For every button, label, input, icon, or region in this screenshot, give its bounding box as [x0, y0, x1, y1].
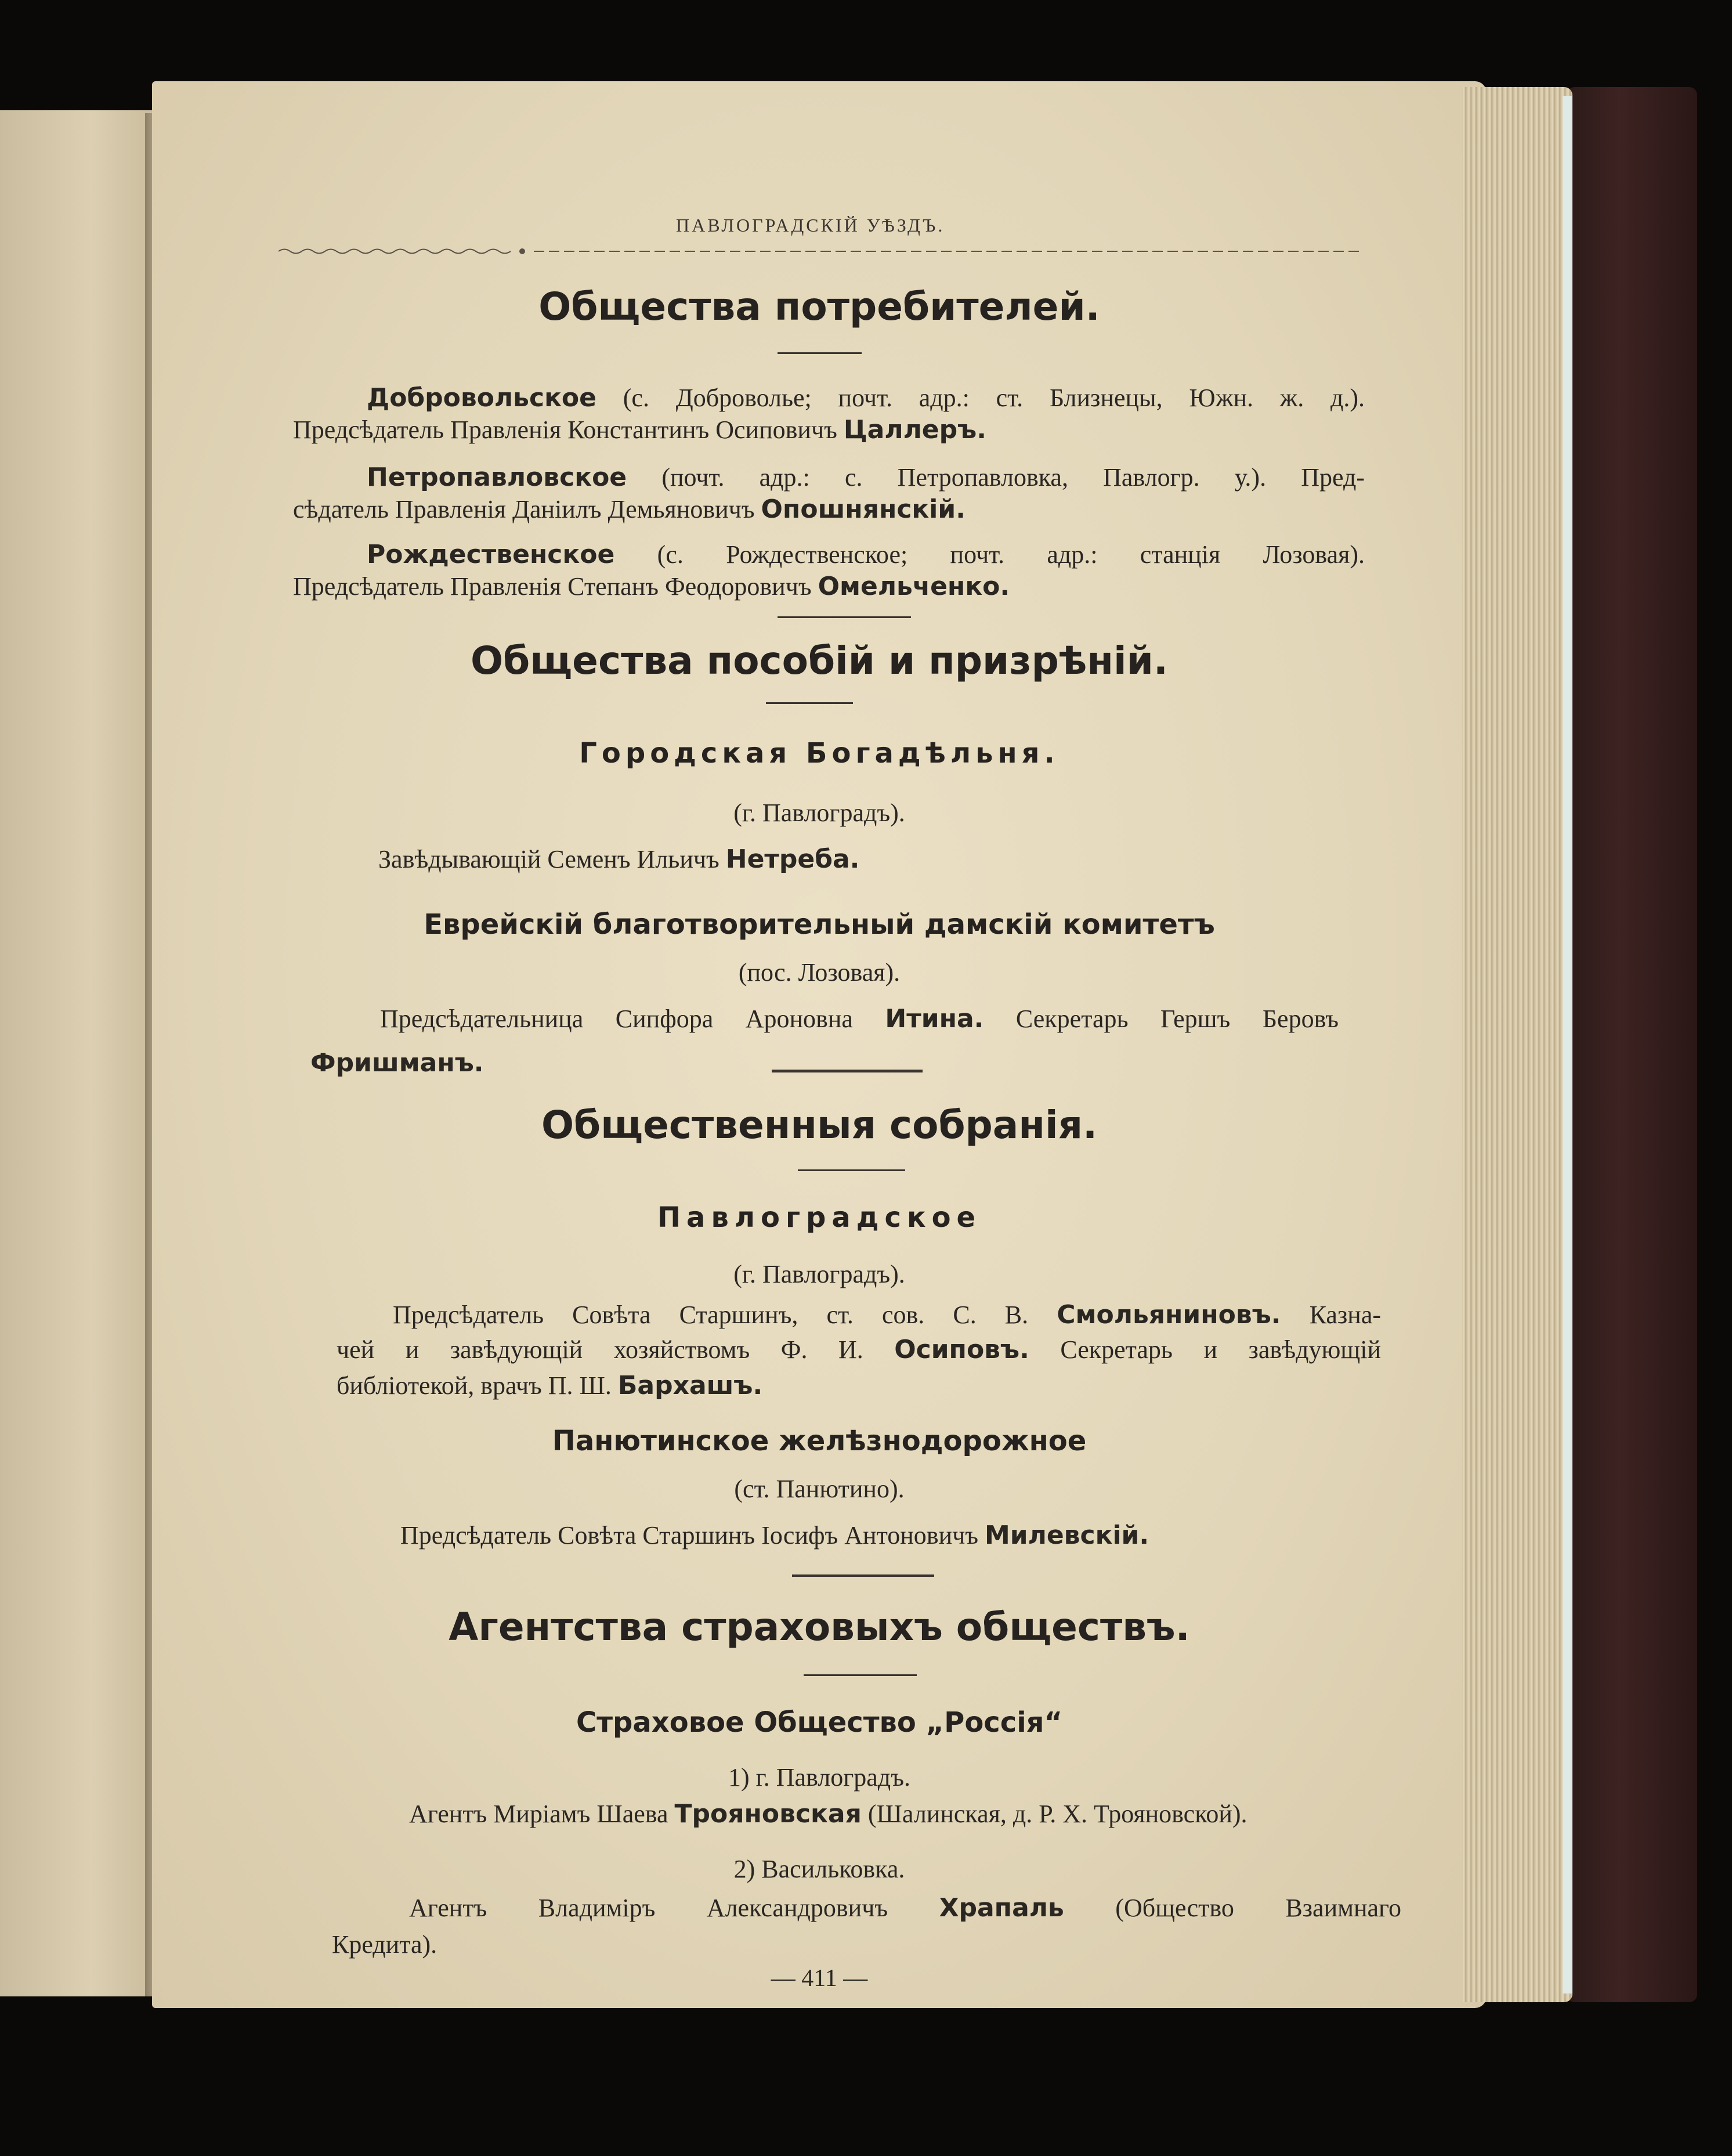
entry-line — [293, 572, 1010, 601]
entry-line — [378, 844, 859, 874]
entry-text: Предсѣдательница Сипфора Ароновна — [380, 1005, 853, 1033]
entry-line — [367, 540, 1365, 569]
subheading: Панютинское желѣзнодорожное — [552, 1425, 1087, 1457]
subheading: Городская Богадѣльня. — [579, 737, 1060, 770]
entry-text: (почт. адр.: с. Петропавловка, Павлогр. у.). Пред- — [661, 463, 1365, 492]
entry-text: Агентъ Миріамъ Шаева — [409, 1800, 668, 1828]
left-page — [0, 110, 152, 1996]
page-edge-ribbon — [1563, 96, 1572, 1994]
entry-text: Секретарь и завѣдующій — [1060, 1335, 1382, 1364]
page-number: — 411 — — [771, 1965, 868, 1992]
rule — [772, 1070, 923, 1072]
entry-line — [337, 1335, 1381, 1364]
entry-line — [400, 1521, 1149, 1550]
entry-text: (с. Добровольe; почт. адр.: ст. Близнецы, Южн. ж. д.). — [623, 384, 1365, 412]
person-name: Фришманъ. — [310, 1048, 484, 1078]
entry-text: Казна- — [1309, 1301, 1382, 1329]
running-head: ПАВЛОГРАДСКІЙ УѢЗДЪ. — [676, 215, 945, 236]
rule — [766, 702, 853, 704]
rule — [778, 616, 911, 618]
entry-text: чей и завѣдующій хозяйствомъ Ф. И. — [337, 1335, 863, 1364]
person-name: Нетреба. — [725, 844, 860, 874]
entry-name: Петропавловское — [367, 463, 627, 492]
entry-text: Предсѣдатель Правленія Константинъ Осиповичъ — [293, 416, 837, 444]
entry-line — [409, 1893, 1401, 1923]
section-title-public-assemblies: Общественныя собранія. — [541, 1103, 1098, 1147]
entry-text: (с. Рождественское; почт. адр.: станція Лозовая). — [657, 540, 1365, 569]
entry-text: Секретарь Гершъ Беровъ — [1015, 1005, 1339, 1033]
entry-name: Рождественское — [367, 540, 615, 569]
entry-line — [337, 1371, 762, 1400]
entry-text: Предсѣдатель Совѣта Старшинъ Іосифъ Антоновичъ — [400, 1521, 978, 1550]
entry-line: Кредита). — [332, 1930, 437, 1959]
location: (пос. Лозовая). — [738, 958, 901, 987]
entry-text: Завѣдывающій Семенъ Ильичъ — [378, 845, 719, 873]
person-name: Итина. — [885, 1004, 984, 1034]
rule — [792, 1574, 934, 1577]
entry-text: библіотекой, врачъ П. Ш. — [337, 1371, 612, 1400]
entry-text: Предсѣдатель Правленія Степанъ Феодоровичъ — [293, 572, 812, 601]
location: (г. Павлоградъ). — [733, 799, 905, 827]
location: (ст. Панютино). — [734, 1475, 905, 1503]
book-cover — [1567, 87, 1697, 2002]
location: (г. Павлоградъ). — [733, 1260, 905, 1288]
person-name: Трояновская — [674, 1799, 862, 1829]
person-name: Опошнянскій. — [761, 494, 966, 524]
person-name: Храпаль — [939, 1893, 1064, 1923]
entry-line — [293, 494, 966, 524]
entry-text: Предсѣдатель Совѣта Старшинъ, ст. сов. С. В. — [393, 1301, 1029, 1329]
entry-text: сѣдатель Правленія Даніилъ Демьяновичъ — [293, 495, 755, 523]
subheading: Павлоградское — [657, 1201, 982, 1234]
section-title-consumer-societies: Общества потребителей. — [538, 284, 1100, 329]
entry-text: Агентъ Владиміръ Александровичъ — [409, 1894, 888, 1922]
rule — [798, 1169, 905, 1171]
section-title-insurance-agencies: Агентства страховыхъ обществъ. — [449, 1605, 1190, 1649]
location: 1) г. Павлоградъ. — [728, 1763, 910, 1792]
person-name: Осиповъ. — [894, 1335, 1029, 1364]
entry-line — [380, 1004, 1339, 1034]
section-title-relief-societies: Общества пособій и призрѣній. — [471, 638, 1168, 683]
entry-line — [393, 1300, 1381, 1330]
entry-line — [367, 463, 1365, 492]
entry-line — [367, 383, 1365, 413]
ornamental-rule — [279, 243, 1364, 260]
subheading: Еврейскій благотворительный дамскій комитетъ — [424, 908, 1215, 941]
subheading: Страховое Общество „Россія“ — [576, 1706, 1063, 1739]
entry-line — [293, 415, 986, 445]
rule — [804, 1674, 917, 1676]
person-name: Бархашъ. — [617, 1371, 763, 1400]
person-name: Смольяниновъ. — [1057, 1300, 1281, 1330]
person-name: Омельченко. — [818, 572, 1010, 601]
entry-text: (Шалинская, д. Р. Х. Трояновской). — [867, 1800, 1248, 1828]
person-name: Милевскій. — [985, 1521, 1149, 1550]
entry-name: Добровольское — [367, 383, 596, 413]
entry-line — [409, 1799, 1248, 1829]
location: 2) Васильковка. — [733, 1855, 905, 1883]
entry-text: (Общество Взаимнаго — [1115, 1894, 1401, 1922]
rule — [778, 352, 862, 354]
person-name: Цаллеръ. — [843, 415, 986, 445]
